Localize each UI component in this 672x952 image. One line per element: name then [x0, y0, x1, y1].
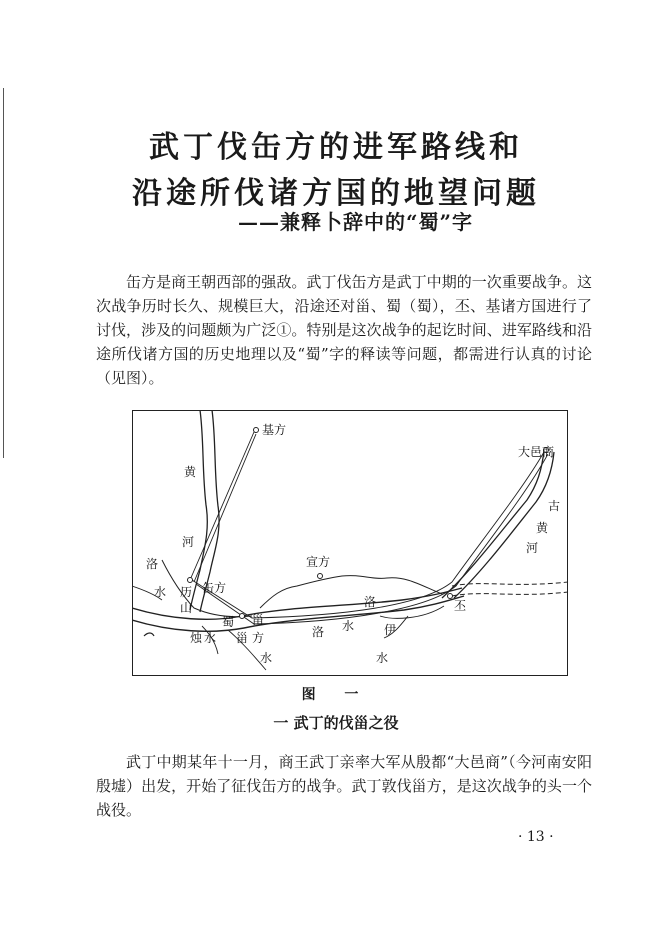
- label-yi: 伊: [384, 623, 397, 637]
- label-shui: 水: [154, 585, 167, 599]
- label-dayishang: 大邑商: [518, 445, 555, 459]
- page-number: · 13 ·: [518, 829, 554, 845]
- label-he: 河: [182, 535, 195, 549]
- label-luo-2: 洛: [364, 595, 377, 609]
- label-foufang: 缶方: [202, 581, 227, 595]
- label-xuanfang: 宣方: [306, 555, 331, 569]
- label-fang: 方: [252, 631, 265, 645]
- article-title-line-1: 武丁伐缶方的进军路线和: [149, 130, 523, 165]
- label-shui-2: 水: [204, 631, 217, 645]
- zi-marker: [240, 614, 245, 619]
- label-gu: 古: [548, 499, 561, 513]
- campaign-route-map: [132, 410, 568, 676]
- mountain-outline: [260, 576, 442, 608]
- xuanfang-marker: [318, 574, 323, 579]
- yellow-river-lower-south: [452, 592, 568, 596]
- intro-paragraph: 缶方是商王朝西部的强敌。武丁伐缶方是武丁中期的一次重要战争。这次战争历时长久、规模巨大，沿途还对甾、蜀（蜀），丕、基诸方国进行了讨伐，涉及的问题颇为广泛①。特别是这次战争的起讫时间、进军路线和沿途所伐诸方国的历史地理以及“蜀”字的释读等问题，都需进行认真的讨论（见图）。: [96, 273, 592, 387]
- label-luo-3: 洛: [312, 625, 325, 639]
- label-shui-4: 水: [376, 651, 389, 665]
- route-to-jifang-1: [190, 432, 254, 580]
- label-jifang: 基方: [262, 423, 287, 437]
- label-shui-3: 水: [342, 619, 355, 633]
- article-title-line-2: 沿途所伐诸方国的地望问题: [132, 176, 540, 211]
- article-subtitle: ——兼释卜辞中的“蜀”字: [238, 210, 474, 234]
- body-paragraph: 武丁中期某年十一月，商王武丁亲率大军从殷都“大邑商”（今河南安阳殷墟）出发，开始了征伐缶方的战争。武丁敦伐甾方，是这次战争的头一个战役。: [96, 753, 592, 819]
- label-shui-5: 水: [260, 651, 273, 665]
- label-he-2: 河: [526, 541, 539, 555]
- label-shan: 山: [180, 601, 193, 615]
- label-li: 历: [180, 585, 193, 599]
- pi-marker: [448, 594, 453, 599]
- label-luo: 洛: [146, 557, 159, 571]
- jifang-marker: [254, 428, 259, 433]
- label-zhu: 烛: [190, 631, 203, 645]
- label-shu: 蜀: [222, 615, 235, 629]
- label-zi: 甾: [252, 613, 265, 627]
- label-huang: 黄: [184, 465, 197, 479]
- march-route-a: [192, 452, 544, 618]
- map-figure: [132, 410, 568, 676]
- figure-caption: 图 一: [301, 687, 371, 703]
- label-pi: 丕: [454, 599, 467, 613]
- west-mark: [144, 633, 154, 636]
- label-zi-2: 甾: [236, 631, 249, 645]
- section-heading: 一 武丁的伐甾之役: [273, 714, 399, 732]
- foufang-marker: [188, 578, 193, 583]
- label-huang-2: 黄: [536, 521, 549, 535]
- old-yellow-river-west-bank: [442, 450, 544, 598]
